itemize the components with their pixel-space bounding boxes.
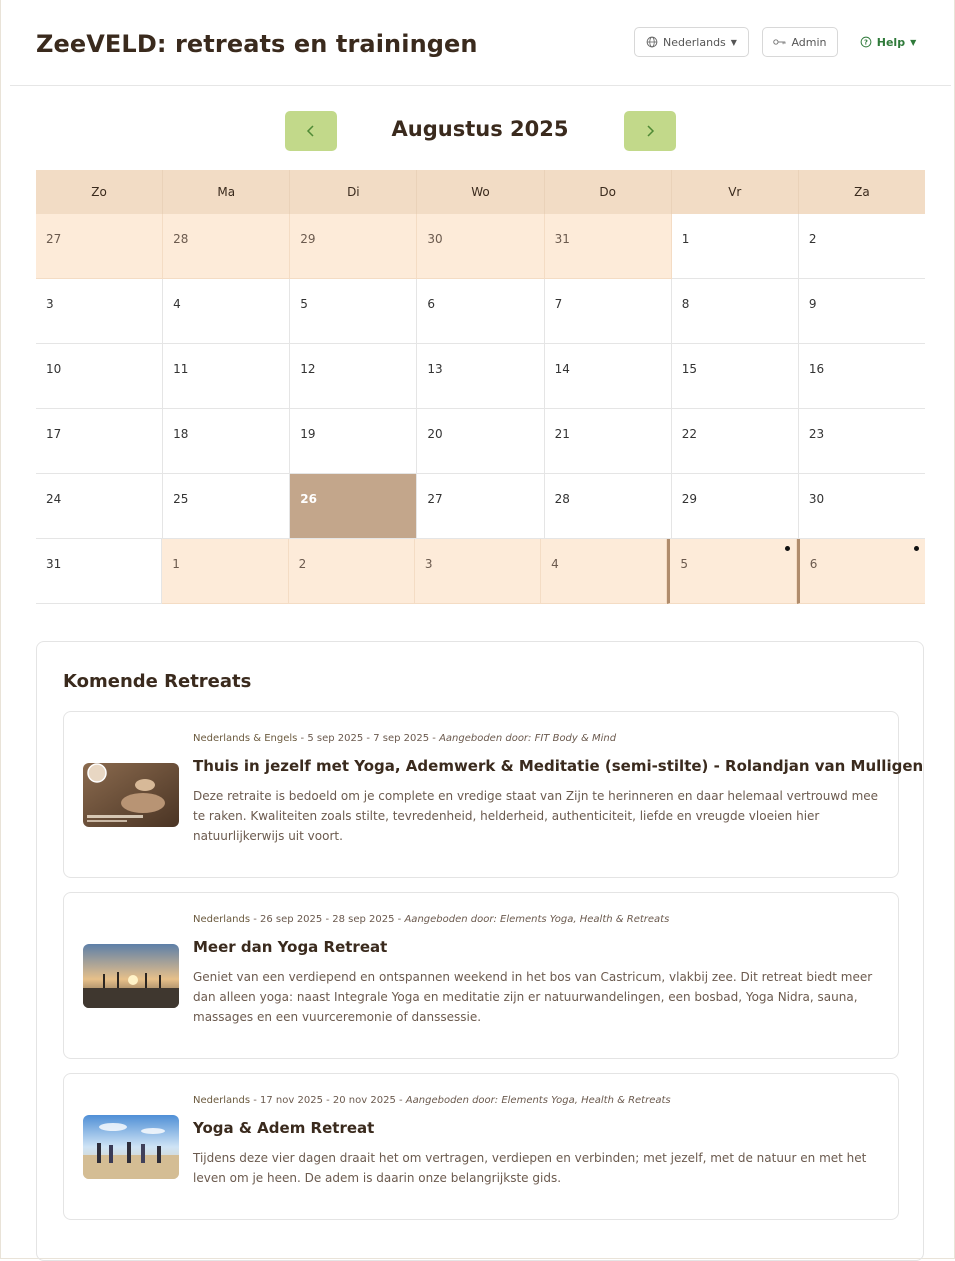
calendar-day[interactable]	[290, 279, 417, 344]
upcoming-retreats-title: Komende Retreats	[63, 671, 252, 692]
calendar-week-row	[36, 214, 925, 279]
day-number: 3	[46, 297, 54, 311]
calendar-day[interactable]	[667, 539, 796, 604]
retreat-title[interactable]: Yoga & Adem Retreat	[193, 1119, 375, 1137]
weekday-label: Vr	[672, 170, 799, 214]
day-number: 30	[808, 492, 825, 506]
calendar-day[interactable]	[799, 279, 925, 344]
calendar-day[interactable]	[799, 474, 925, 539]
site-title[interactable]: ZeeVELD: retreats en trainingen	[36, 30, 478, 58]
calendar-day[interactable]	[162, 539, 288, 604]
day-number: 28	[173, 232, 189, 246]
retreat-title[interactable]: Thuis in jezelf met Yoga, Ademwerk & Meditatie (semi-stilte) - Rolandjan van Mulligen	[193, 757, 924, 775]
day-number: 5	[300, 297, 308, 311]
day-number: 26	[300, 492, 317, 506]
day-number: 13	[427, 362, 443, 376]
day-number: 4	[173, 297, 181, 311]
calendar-day[interactable]	[290, 214, 417, 279]
calendar-day[interactable]	[163, 409, 290, 474]
day-number: 2	[298, 557, 307, 571]
retreat-offered-by: Aangeboden door: FIT Body & Mind	[439, 733, 617, 744]
day-number: 21	[554, 427, 570, 441]
retreat-card[interactable]	[63, 711, 924, 878]
calendar-day[interactable]	[545, 214, 672, 279]
calendar-day[interactable]	[545, 474, 672, 539]
calendar-day[interactable]	[672, 409, 799, 474]
chevron-left-icon	[306, 125, 316, 137]
day-number: 1	[681, 232, 690, 246]
day-number: 16	[808, 362, 825, 376]
retreat-language: Nederlands & Engels	[193, 733, 298, 744]
calendar-day[interactable]	[36, 474, 163, 539]
day-number: 14	[554, 362, 570, 376]
day-number: 2	[808, 232, 817, 246]
calendar-day[interactable]	[36, 344, 163, 409]
calendar-day[interactable]	[672, 474, 799, 539]
day-number: 23	[808, 427, 825, 441]
weekday-label: Wo	[417, 170, 544, 214]
help-dropdown[interactable]	[852, 27, 924, 57]
day-number: 17	[46, 427, 62, 441]
question-circle-icon	[860, 36, 872, 48]
retreat-offered-by: Aangeboden door: Elements Yoga, Health & Retreats	[404, 914, 670, 925]
retreat-meta: Nederlands - 17 nov 2025 - 20 nov 2025 - Aangeboden door: Elements Yoga, Health & Retreats	[193, 1095, 671, 1106]
day-number: 27	[427, 492, 443, 506]
event-dot-icon	[785, 546, 790, 551]
calendar-day[interactable]	[799, 409, 925, 474]
language-dropdown[interactable]	[634, 27, 749, 57]
retreat-meta: Nederlands & Engels - 5 sep 2025 - 7 sep 2025 - Aangeboden door: FIT Body & Mind	[193, 733, 617, 744]
calendar-day[interactable]	[36, 539, 162, 604]
calendar-day[interactable]	[36, 409, 163, 474]
calendar-day[interactable]	[163, 344, 290, 409]
weekday-label: Di	[290, 170, 417, 214]
svg-text:?: ?	[863, 38, 868, 47]
calendar-day[interactable]	[545, 279, 672, 344]
retreat-thumbnail[interactable]	[83, 763, 179, 827]
day-number: 7	[554, 297, 563, 311]
day-number: 31	[46, 557, 62, 571]
calendar-week-row	[36, 474, 925, 539]
day-number: 10	[46, 362, 62, 376]
day-number: 12	[300, 362, 316, 376]
previous-month-button[interactable]	[285, 111, 337, 151]
key-icon	[773, 37, 786, 47]
calendar-day[interactable]	[799, 344, 925, 409]
calendar-day[interactable]	[417, 344, 544, 409]
day-number: 8	[681, 297, 690, 311]
day-number: 3	[424, 557, 433, 571]
day-number: 4	[551, 557, 559, 571]
day-number: 30	[427, 232, 443, 246]
upcoming-retreats-card	[36, 641, 924, 1261]
day-number: 22	[681, 427, 697, 441]
calendar-day[interactable]	[417, 409, 544, 474]
next-month-button[interactable]	[624, 111, 676, 151]
calendar-day[interactable]	[541, 539, 667, 604]
calendar-day[interactable]	[545, 409, 672, 474]
calendar-day[interactable]	[36, 279, 163, 344]
retreat-language: Nederlands	[193, 914, 251, 925]
weekday-label: Za	[854, 185, 870, 199]
calendar-day[interactable]	[289, 539, 415, 604]
calendar-week-row	[36, 409, 925, 474]
calendar-day[interactable]	[290, 344, 417, 409]
retreat-description: Deze retraite is bedoeld om je complete en vredige staat van Zijn te herinneren en daar helemaal vertrouwd mee te raken. Kwaliteiten zoals stilte, tevredenheid, helderheid, authenticiteit, liefde en vreugde vloeien hier natuurlijkerwijs uit voort.	[193, 789, 879, 843]
day-number: 29	[300, 232, 316, 246]
retreat-dates: 26 sep 2025 - 28 sep 2025	[260, 914, 395, 925]
language-label: Nederlands	[663, 35, 726, 49]
retreat-description: Geniet van een verdiepend en ontspannen weekend in het bos van Castricum, vlakbij zee. Dit retreat biedt meer dan alleen yoga: naast Integrale Yoga en meditatie zijn er natuurwandelingen, een bosbad, Yoga Nidra, sauna, massages en een vuurceremonie of danssessie.	[193, 970, 873, 1024]
calendar-week-row	[36, 539, 925, 604]
retreat-card[interactable]	[63, 1073, 899, 1220]
day-number: 29	[681, 492, 697, 506]
day-number: 15	[681, 362, 697, 376]
day-number: 27	[46, 232, 62, 246]
weekday-label: Do	[545, 170, 672, 214]
day-number: 11	[173, 362, 189, 376]
retreat-dates: 5 sep 2025 - 7 sep 2025	[307, 733, 430, 744]
weekday-label: Zo	[36, 170, 163, 214]
calendar-day[interactable]	[290, 409, 417, 474]
header-divider	[10, 85, 951, 86]
caret-down-icon: ▼	[730, 37, 737, 47]
globe-icon	[646, 36, 658, 48]
calendar-week-row	[36, 279, 925, 344]
retreat-card[interactable]	[63, 892, 899, 1059]
day-number: 9	[808, 297, 817, 311]
retreat-thumbnail[interactable]	[83, 944, 179, 1008]
calendar-grid	[36, 170, 925, 604]
month-title: Augustus 2025	[391, 117, 569, 141]
calendar-day[interactable]	[36, 214, 163, 279]
caret-down-icon: ▼	[910, 37, 917, 47]
retreat-title[interactable]: Meer dan Yoga Retreat	[193, 938, 388, 956]
calendar-day[interactable]	[417, 214, 544, 279]
admin-label: Admin	[791, 35, 827, 49]
calendar-day[interactable]	[417, 279, 544, 344]
day-number: 6	[809, 557, 818, 571]
calendar-day[interactable]	[163, 214, 290, 279]
retreat-thumbnail[interactable]	[83, 1115, 179, 1179]
calendar-week-row	[36, 344, 925, 409]
chevron-right-icon	[645, 125, 655, 137]
retreat-meta: Nederlands - 26 sep 2025 - 28 sep 2025 - Aangeboden door: Elements Yoga, Health & Retreats	[193, 914, 670, 925]
day-number: 31	[554, 232, 570, 246]
day-number: 19	[300, 427, 316, 441]
retreat-dates: 17 nov 2025 - 20 nov 2025	[260, 1095, 396, 1106]
day-number: 20	[427, 427, 443, 441]
calendar-day[interactable]	[672, 344, 799, 409]
calendar-day[interactable]	[163, 279, 290, 344]
calendar-day-today[interactable]	[290, 474, 417, 539]
day-number: 5	[680, 557, 689, 571]
calendar-day[interactable]	[545, 344, 672, 409]
day-number: 1	[172, 557, 180, 571]
weekday-label: Ma	[163, 170, 290, 214]
day-number: 28	[554, 492, 570, 506]
day-number: 6	[427, 297, 436, 311]
calendar-day[interactable]	[163, 474, 290, 539]
calendar-day[interactable]	[417, 474, 544, 539]
calendar-day[interactable]	[799, 214, 925, 279]
event-dot-icon	[914, 546, 919, 551]
calendar-day[interactable]	[672, 214, 799, 279]
calendar-day[interactable]	[415, 539, 541, 604]
admin-button[interactable]	[762, 27, 838, 57]
help-label: Help	[876, 35, 906, 49]
retreat-offered-by: Aangeboden door: Elements Yoga, Health & Retreats	[405, 1095, 671, 1106]
calendar-day[interactable]	[672, 279, 799, 344]
day-number: 18	[173, 427, 189, 441]
day-number: 24	[46, 492, 62, 506]
retreat-language: Nederlands	[193, 1095, 251, 1106]
retreat-description: Tijdens deze vier dagen draait het om vertragen, verdiepen en verbinden; met jezelf, met de natuur en met het leven om je heen. De adem is daarin onze belangrijkste gids.	[193, 1151, 867, 1185]
weekday-header-row	[36, 170, 925, 214]
day-number: 25	[173, 492, 189, 506]
calendar-body	[36, 214, 925, 604]
calendar-day[interactable]	[797, 539, 925, 604]
